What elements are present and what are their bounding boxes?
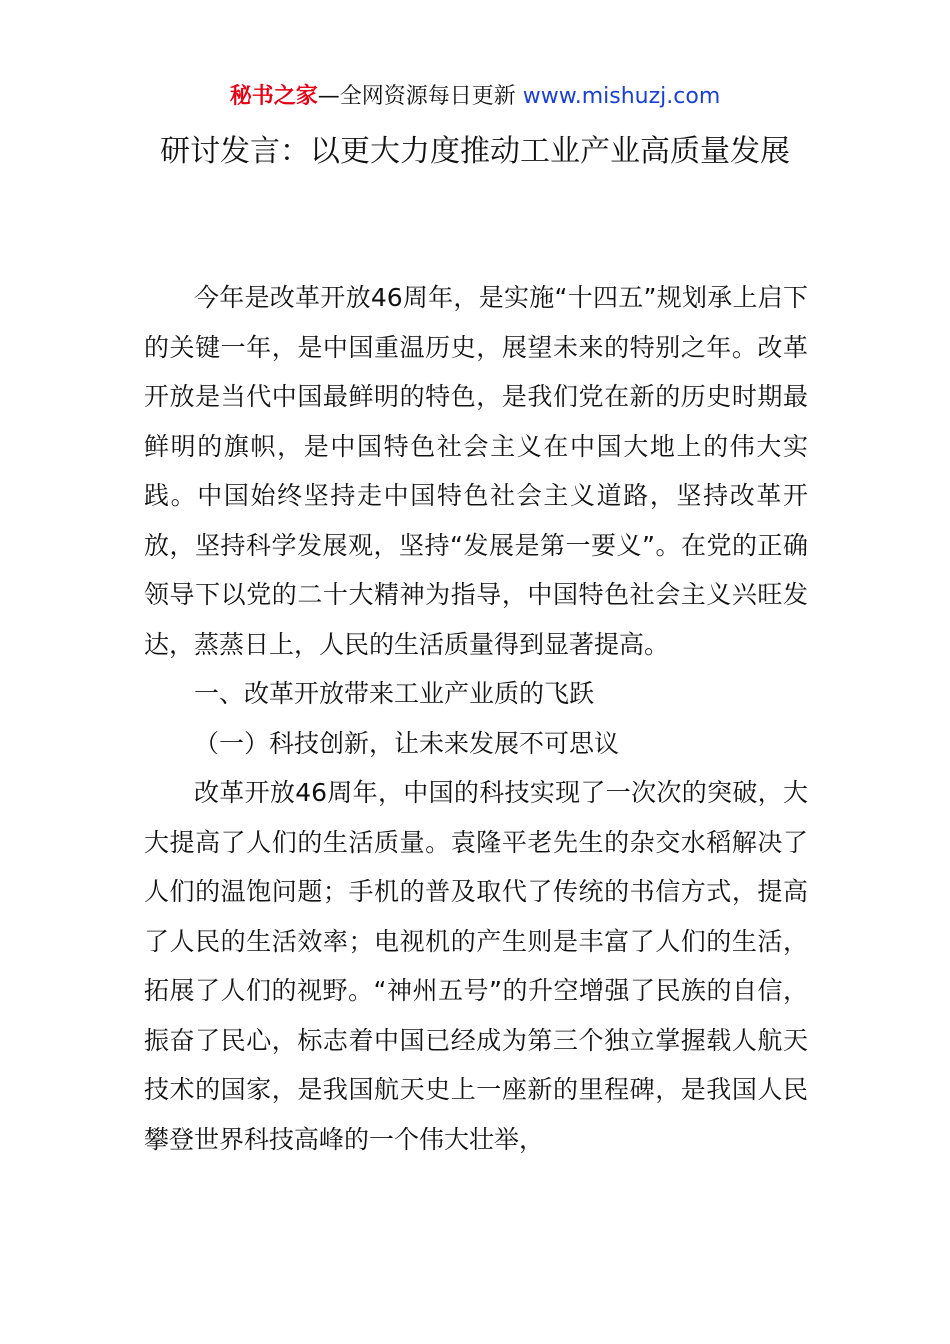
subsection-heading: （一）科技创新，让未来发展不可思议 <box>194 728 620 758</box>
paragraph-intro: 今年是改革开放46周年，是实施“十四五”规划承上启下的关键一年，是中国重温历史，展望未来的特别之年。改革开放是当代中国最鲜明的特色，是我们党在新的历史时期最鲜明的旗帜，是中国特色社会主义在中国大地上的伟大实践。中国始终坚持走中国特色社会主义道路，坚持改革开放，坚持科学发展观，坚持“发展是第一要义”。在党的正确领导下以党的二十大精神为指导，中国特色社会主义兴旺发达，蒸蒸日上，人民的生活质量得到显著提高。 <box>144 283 808 659</box>
paragraph-technology: 改革开放46周年，中国的科技实现了一次次的突破，大大提高了人们的生活质量。袁隆平老先生的杂交水稻解决了人们的温饱问题；手机的普及取代了传统的书信方式，提高了人民的生活效率；电视机的产生则是丰富了人们的生活，拓展了人们的视野。“神州五号”的升空增强了民族的自信，振奋了民心，标志着中国已经成为第三个独立掌握载人航天技术的国家，是我国航天史上一座新的里程碑，是我国人民攀登世界科技高峰的一个伟大壮举， <box>144 778 808 1154</box>
document-body <box>144 273 808 1164</box>
document-title: 研讨发言：以更大力度推动工业产业高质量发展 <box>160 134 790 169</box>
site-header <box>0 82 950 112</box>
site-url-link[interactable]: www.mishuzj.com <box>522 84 721 109</box>
site-brand: 秘书之家 <box>229 84 318 109</box>
site-tagline: —全网资源每日更新 <box>317 84 523 109</box>
section-heading: 一、改革开放带来工业产业质的飞跃 <box>194 679 595 708</box>
